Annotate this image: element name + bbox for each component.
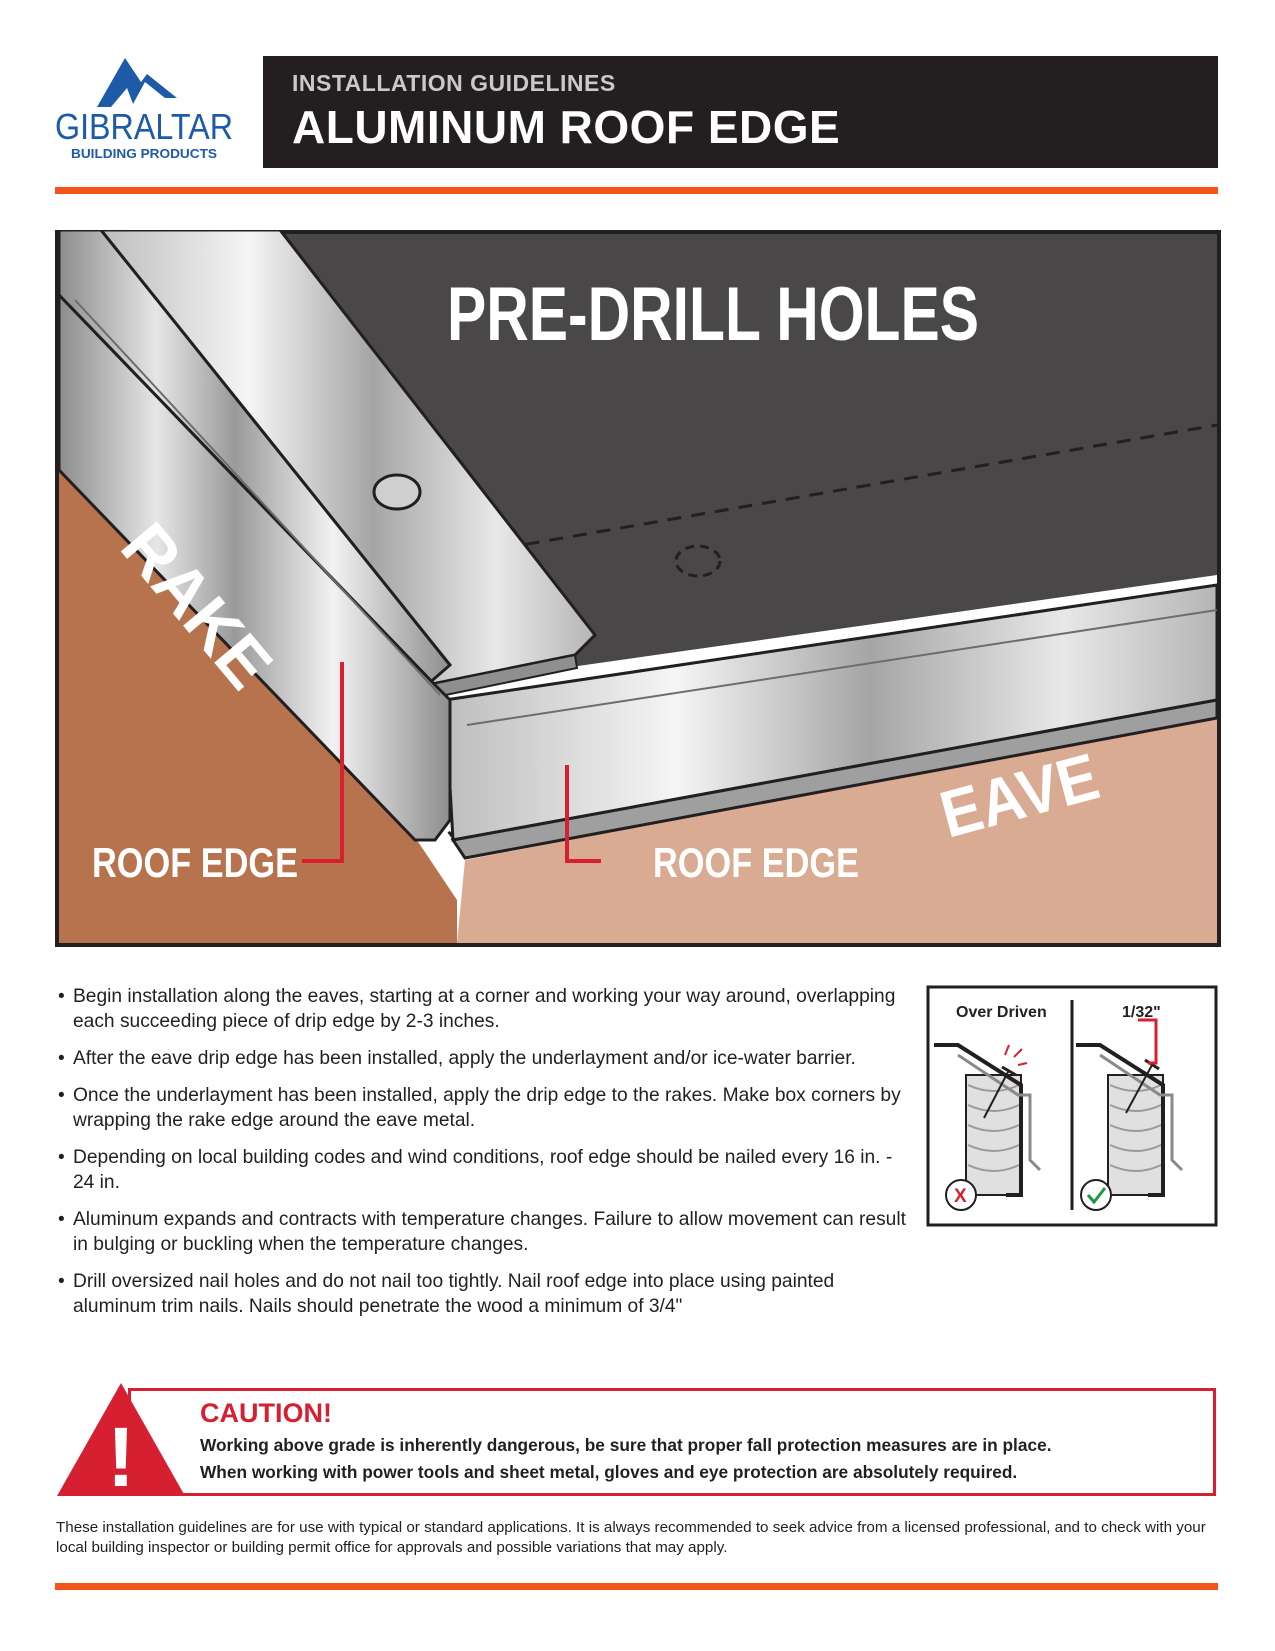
guideline-item: • After the eave drip edge has been installed, apply the underlayment and/or ice-water barrier. <box>56 1046 916 1071</box>
guidelines-list <box>56 984 916 1331</box>
svg-text:!: ! <box>107 1410 135 1498</box>
header-kicker: INSTALLATION GUIDELINES <box>292 70 616 96</box>
rake-roof-edge-callout: ROOF EDGE <box>92 839 298 886</box>
wrong-mark-icon: X <box>954 1186 967 1207</box>
bottom-divider <box>55 1583 1218 1590</box>
guideline-item: • Drill oversized nail holes and do not nail too tightly. Nail roof edge into place using painted aluminum trim nails. Nails should penetrate the wood a minimum of 3/4" <box>56 1269 916 1319</box>
eave-label: EAVE <box>932 734 1121 852</box>
eave-roof-edge-callout: ROOF EDGE <box>653 839 859 886</box>
logo-tagline: BUILDING PRODUCTS <box>71 147 217 161</box>
page-title: ALUMINUM ROOF EDGE <box>292 101 841 153</box>
guideline-item: • Begin installation along the eaves, starting at a corner and working your way around, overlapping each succeeding piece of drip edge by 2-3 inches. <box>56 984 916 1034</box>
warning-triangle-icon <box>55 1380 187 1498</box>
illustration-headline: PRE-DRILL HOLES <box>447 272 979 357</box>
logo-wordmark: GIBRALTAR <box>55 106 233 147</box>
nail-depth-diagram <box>926 985 1218 1227</box>
gap-label: 1/32" <box>1122 1004 1161 1021</box>
disclaimer: These installation guidelines are for use with typical or standard applications. It is always recommended to seek advice from a licensed professional, and to check with your local building inspector or building permit office for approvals and possible variations that may apply. <box>56 1519 1206 1556</box>
caution-title: CAUTION! <box>200 1398 332 1428</box>
gibraltar-logo <box>55 52 245 170</box>
predrilled-hole-icon <box>374 475 420 509</box>
guideline-item: • Aluminum expands and contracts with temperature changes. Failure to allow movement can result in bulging or buckling when the temperature changes. <box>56 1207 916 1257</box>
roof-edge-illustration <box>55 230 1221 947</box>
top-divider <box>55 187 1218 194</box>
roof-mark-icon <box>97 58 177 107</box>
rake-label: RAKE <box>106 508 289 706</box>
over-driven-label: Over Driven <box>956 1004 1047 1021</box>
guideline-item: • Once the underlayment has been installed, apply the drip edge to the rakes. Make box corners by wrapping the rake edge around the eave metal. <box>56 1083 916 1133</box>
caution-text-line: Working above grade is inherently dangerous, be sure that proper fall protection measures are in place. <box>200 1435 1052 1455</box>
guideline-item: • Depending on local building codes and wind conditions, roof edge should be nailed every 16 in. - 24 in. <box>56 1145 916 1195</box>
caution-text-line: When working with power tools and sheet metal, gloves and eye protection are absolutely required. <box>200 1462 1018 1482</box>
